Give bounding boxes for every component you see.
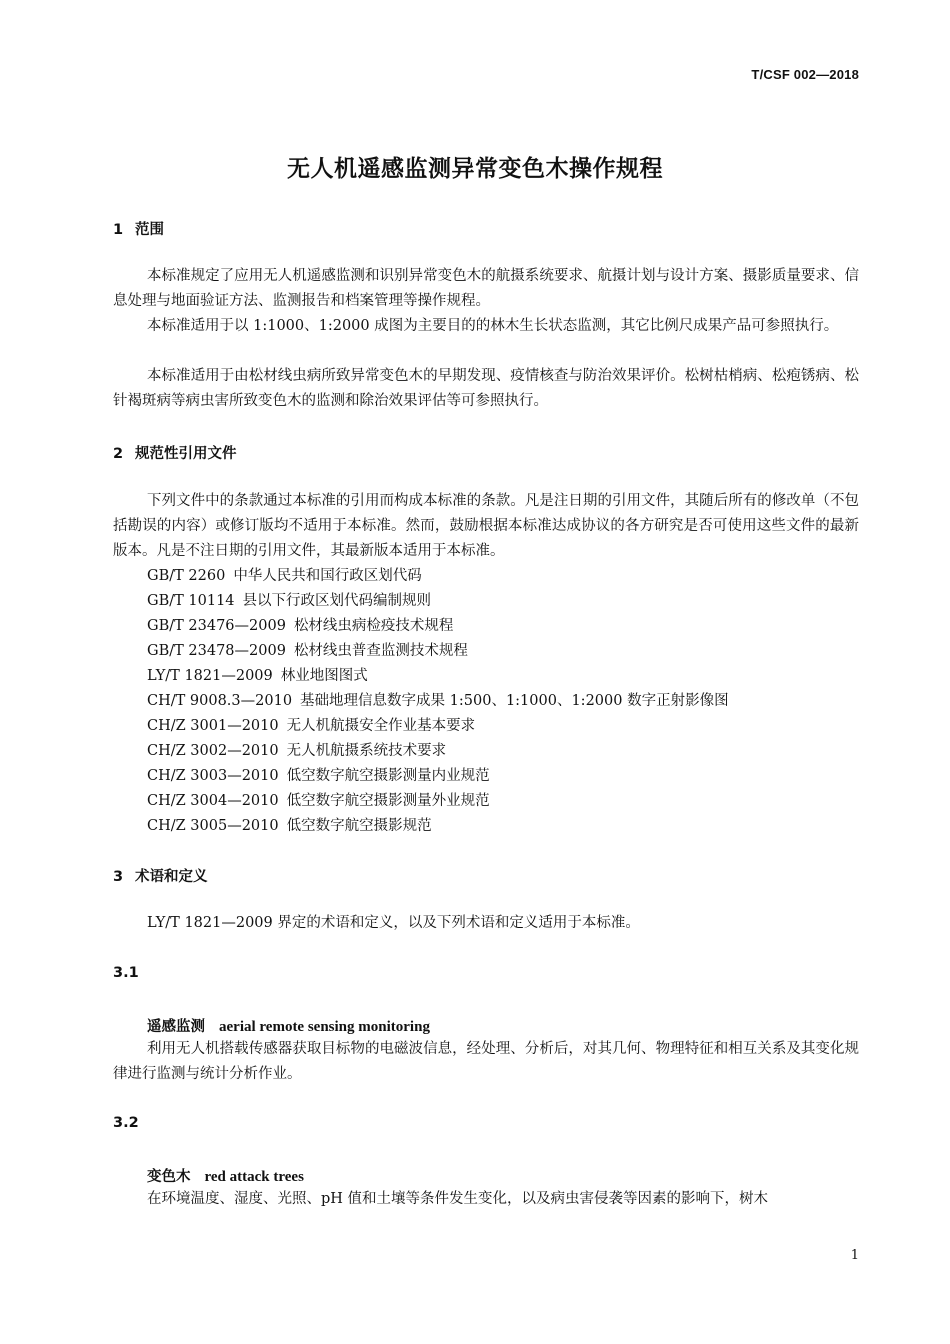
list-item <box>147 689 729 714</box>
reference-code: CH/Z 3001—2010 <box>147 718 279 734</box>
term-english: aerial remote sensing monitoring <box>219 1019 430 1035</box>
reference-title: 低空数字航空摄影规范 <box>286 818 432 834</box>
reference-code: CH/Z 3004—2010 <box>147 793 279 809</box>
reference-list <box>147 564 729 839</box>
page-number: 1 <box>850 1248 859 1263</box>
reference-code: GB/T 23476—2009 <box>147 618 286 634</box>
reference-code: CH/Z 3002—2010 <box>147 743 279 759</box>
reference-code: LY/T 1821—2009 <box>147 668 273 684</box>
reference-code: CH/Z 3005—2010 <box>147 818 279 834</box>
term-chinese: 遥感监测 <box>147 1019 205 1035</box>
list-item <box>147 764 729 789</box>
list-item <box>147 639 729 664</box>
section-title: 规范性引用文件 <box>135 446 237 462</box>
scope-paragraph-2: 本标准适用于以 1:1000、1:2000 成图为主要目的的林木生长状态监测，其它比例尺成果产品可参照执行。 <box>147 318 839 334</box>
clause-3-1-number: 3.1 <box>113 965 139 981</box>
term-chinese: 变色木 <box>147 1169 191 1185</box>
normative-intro-paragraph: 下列文件中的条款通过本标准的引用而构成本标准的条款。凡是注日期的引用文件，其随后所有的修改单（不包括勘误的内容）或修订版均不适用于本标准。然而，鼓励根据本标准达成协议的各方研究是否可使用这些文件的最新版本。凡是不注日期的引用文件，其最新版本适用于本标准。 <box>113 493 859 559</box>
reference-title: 中华人民共和国行政区划代码 <box>233 568 422 584</box>
terms-intro-paragraph: LY/T 1821—2009 界定的术语和定义，以及下列术语和定义适用于本标准。 <box>147 915 640 931</box>
reference-title: 低空数字航空摄影测量内业规范 <box>286 768 490 784</box>
list-item <box>147 714 729 739</box>
section-number: 3 <box>113 869 124 885</box>
list-item <box>147 789 729 814</box>
term-english: red attack trees <box>204 1169 304 1185</box>
clause-3-2-number: 3.2 <box>113 1115 139 1131</box>
term-3-2-definition: 在环境温度、湿度、光照、pH 值和土壤等条件发生变化，以及病虫害侵袭等因素的影响下，树木 <box>147 1191 769 1207</box>
reference-title: 基础地理信息数字成果 1:500、1:1000、1:2000 数字正射影像图 <box>300 693 729 709</box>
list-item <box>147 664 729 689</box>
reference-title: 低空数字航空摄影测量外业规范 <box>286 793 490 809</box>
reference-code: GB/T 2260 <box>147 568 226 584</box>
reference-title: 林业地图图式 <box>280 668 368 684</box>
reference-title: 无人机航摄系统技术要求 <box>286 743 447 759</box>
reference-code: GB/T 23478—2009 <box>147 643 286 659</box>
scope-paragraph-3: 本标准适用于由松材线虫病所致异常变色木的早期发现、疫情核查与防治效果评价。松树枯梢病、松疱锈病、松针褐斑病等病虫害所致变色木的监测和除治效果评估等可参照执行。 <box>113 368 859 409</box>
section-number: 2 <box>113 446 124 462</box>
standard-code-header: T/CSF 002—2018 <box>751 67 859 82</box>
reference-title: 县以下行政区划代码编制规则 <box>242 593 432 609</box>
section-number: 1 <box>113 222 124 238</box>
section-title: 术语和定义 <box>135 869 208 885</box>
term-3-1 <box>147 1015 430 1036</box>
list-item <box>147 589 729 614</box>
list-item <box>147 564 729 589</box>
reference-code: CH/T 9008.3—2010 <box>147 693 293 709</box>
list-item <box>147 814 729 839</box>
reference-title: 松材线虫普查监测技术规程 <box>293 643 468 659</box>
page-title: 无人机遥感监测异常变色木操作规程 <box>287 156 663 182</box>
reference-code: CH/Z 3003—2010 <box>147 768 279 784</box>
term-3-1-definition: 利用无人机搭载传感器获取目标物的电磁波信息，经处理、分析后，对其几何、物理特征和相互关系及其变化规律进行监测与统计分析作业。 <box>113 1041 859 1082</box>
scope-paragraph-1: 本标准规定了应用无人机遥感监测和识别异常变色木的航摄系统要求、航摄计划与设计方案、摄影质量要求、信息处理与地面验证方法、监测报告和档案管理等操作规程。 <box>113 268 859 309</box>
list-item <box>147 739 729 764</box>
section-1-heading <box>113 218 164 239</box>
section-3-heading <box>113 865 208 886</box>
reference-code: GB/T 10114 <box>147 593 235 609</box>
section-title: 范围 <box>135 222 164 238</box>
section-2-heading <box>113 442 237 463</box>
reference-title: 松材线虫病检疫技术规程 <box>293 618 454 634</box>
term-3-2 <box>147 1165 304 1186</box>
list-item <box>147 614 729 639</box>
reference-title: 无人机航摄安全作业基本要求 <box>286 718 476 734</box>
